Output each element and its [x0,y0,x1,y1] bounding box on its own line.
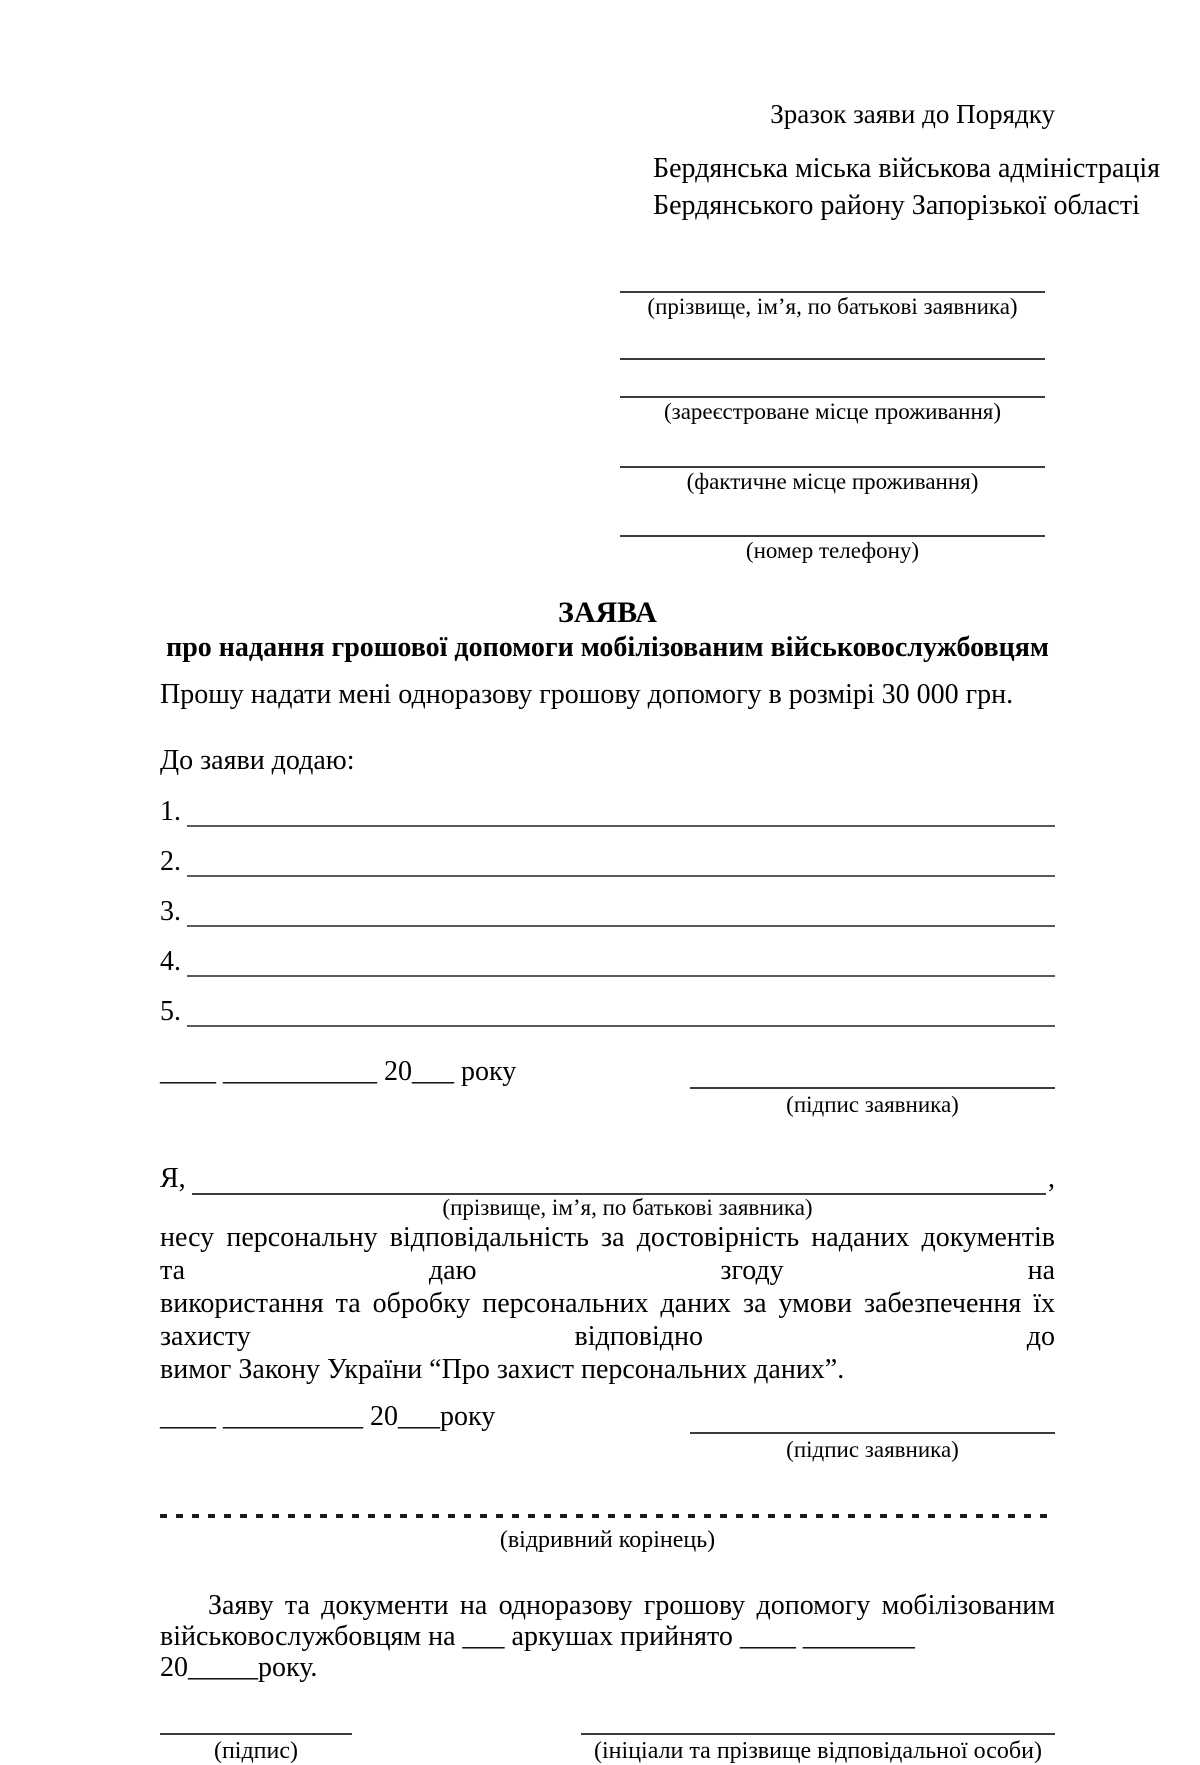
document-title: ЗАЯВА [558,596,657,629]
document-content [160,98,1161,1765]
tear-off-official-caption: (ініціали та прізвище відповідальної особи) [594,1738,1042,1764]
date-signature-row-1 [160,1055,1055,1119]
registered-address-caption: (зареєстроване місце проживання) [663,399,1002,424]
declaration-line: використання та обробку персональних даних за умови забезпечення їх захисту відповідно до [160,1288,1055,1352]
attachment-number: 4. [160,946,181,977]
request-paragraph: Прошу надати мені одноразову грошову допомогу в розмірі 30 000 грн. [160,679,1014,710]
attachment-item [160,797,1055,827]
tear-off-official-blank-line [581,1707,1055,1735]
attachment-blank-line [187,997,1055,1027]
attachment-number: 5. [160,996,181,1027]
attachment-blank-line [187,797,1055,827]
signature-block-2 [690,1400,1055,1464]
tear-off-paragraph-line: військовослужбовцям на ___ аркушах прийнято ____ ________ 20_____року. [160,1621,915,1683]
attachment-blank-line [187,947,1055,977]
actual-address-blank-line [620,426,1045,468]
declaration-line: несу персональну відповідальність за достовірність наданих документів та даю згоду на [160,1222,1055,1286]
phone-blank-line [620,496,1045,537]
tear-off-caption: (відривний корінець) [499,1527,716,1553]
attachment-number: 1. [160,796,181,827]
attachment-blank-line [187,897,1055,927]
tear-off-signature-caption: (підпис) [213,1738,299,1764]
registered-address-blank-line-2 [620,360,1045,398]
attachment-item [160,997,1055,1027]
date-signature-row-2 [160,1400,1055,1464]
declaration-name-caption: (прізвище, ім’я, по батькові заявника) [442,1195,813,1220]
attachment-number: 3. [160,896,181,927]
signature-blank-line-2 [690,1400,1055,1434]
signature-caption-1: (підпис заявника) [786,1092,959,1117]
recipient-org-line-2: Бердянського району Запорізької області [653,190,1140,221]
registered-address-blank-line-1 [620,321,1045,360]
sample-note: Зразок заяви до Порядку [770,99,1055,129]
attachment-item [160,847,1055,877]
tear-off-dashed-line [160,1514,1055,1518]
actual-address-caption: (фактичне місце проживання) [686,469,979,494]
tear-off-official-block [581,1707,1055,1765]
attachment-item [160,897,1055,927]
signature-caption-2: (підпис заявника) [786,1437,959,1462]
signature-block-1 [690,1055,1055,1119]
applicant-name-caption: (прізвище, ім’я, по батькові заявника) [647,294,1018,319]
recipient-org-block [653,150,1161,224]
recipient-fields [620,224,1045,565]
tear-off-paragraph-line: Заяву та документи на одноразову грошову допомогу мобілізованим [208,1590,1055,1621]
date-blank-line-1: ____ ___________ 20___ року [160,1056,517,1087]
date-blank-line-2: ____ __________ 20___року [160,1401,496,1432]
attachment-blank-line [187,847,1055,877]
tear-off-signature-row [160,1707,1055,1765]
attachments-label: До заяви додаю: [160,745,355,776]
declaration-prefix: Я, [160,1163,186,1194]
declaration-line: вимог Закону України “Про захист персональних даних”. [160,1354,845,1385]
signature-blank-line-1 [690,1055,1055,1089]
document-title-block [160,595,1055,665]
recipient-org-line-1: Бердянська міська військова адміністрація [653,153,1161,184]
document-subtitle: про надання грошової допомоги мобілізованим військовослужбовцям [166,632,1049,663]
tear-off-signature-blank-line [160,1707,352,1735]
tear-off-paragraph [160,1590,1055,1683]
declaration-name-blank-line [192,1163,1046,1195]
tear-off-signature-block [160,1707,352,1765]
declaration-suffix: , [1048,1163,1055,1194]
declaration-name-row [160,1163,1055,1195]
applicant-name-blank-line [620,224,1045,293]
attachment-number: 2. [160,846,181,877]
phone-caption: (номер телефону) [745,538,920,563]
attachment-item [160,947,1055,977]
